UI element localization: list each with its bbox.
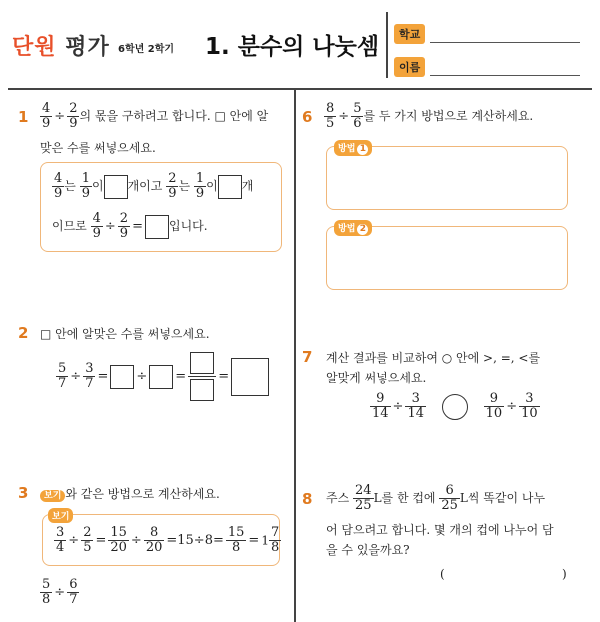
answer-paren-close: ) [562, 567, 567, 581]
example-label: 보기 [48, 508, 73, 523]
question-6-number: 6 [302, 108, 313, 126]
question-7-text: 계산 결과를 비교하여 ○ 안에 >, =, <를 [326, 351, 541, 365]
question-1-line-a: $\frac{4}{9}$ 는 $\frac{1}{9}$ 이 개이고 $\frac{2}{9}$ 는 $\frac{1}{9}$ 이 개 [54, 171, 254, 201]
school-field[interactable] [430, 42, 580, 43]
question-7-number: 7 [302, 348, 313, 366]
question-8-text: 주스 $\frac{24}{25}$ L를 한 컵에 $\frac{6}{25}$ L씩 똑같이 나누 [326, 483, 546, 513]
fraction: $\frac{2}{9}$ [69, 101, 78, 131]
unit-evaluation-title [12, 30, 110, 61]
answer-paren-open: ( [440, 567, 445, 581]
bogi-badge: 보기 [40, 490, 65, 502]
name-label: 이름 [394, 57, 425, 77]
question-2-text: □ 안에 알맞은 수를 써넣으세요. [40, 327, 210, 341]
school-label: 학교 [394, 24, 425, 44]
example-expression: $\frac{3}{4}$ ÷ $\frac{2}{5}$ = $\frac{15}{20}$ ÷ $\frac{8}{20}$ =15÷8= $\frac{15}{8}$ = 1 $\frac{7}{8}$ [56, 525, 280, 555]
question-3-problem: $\frac{5}{8}$ ÷ $\frac{6}{7}$ [42, 577, 78, 607]
answer-box[interactable] [231, 358, 269, 396]
comparison-circle[interactable] [442, 394, 468, 420]
header-rule [8, 88, 592, 90]
method-2-label: 방법 2 [334, 220, 372, 236]
question-2-number: 2 [18, 324, 29, 342]
question-1-number: 1 [18, 108, 29, 126]
answer-box[interactable] [104, 175, 128, 199]
unit-title: 1. 분수의 나눗셈 [205, 34, 380, 60]
question-1-text-line2: 맞은 수를 써넣으세요. [40, 141, 156, 155]
method-1-label: 방법 1 [334, 140, 372, 156]
answer-box[interactable] [190, 379, 214, 401]
answer-box[interactable] [149, 365, 173, 389]
question-6-text: $\frac{8}{5}$ ÷ $\frac{5}{6}$ 를 두 가지 방법으로 계산하세요. [326, 101, 534, 131]
title-word-2: 평가 [65, 35, 110, 60]
question-7-comparison: $\frac{9}{14}$ ÷ $\frac{3}{14}$ $\frac{9}{10}$ ÷ $\frac{3}{10}$ [372, 391, 538, 421]
answer-box[interactable] [110, 365, 134, 389]
answer-box[interactable] [218, 175, 242, 199]
answer-box[interactable] [190, 352, 214, 374]
title-word-1: 단원 [12, 35, 57, 60]
question-3-number: 3 [18, 484, 29, 502]
question-8-answer-field[interactable] [450, 566, 560, 582]
question-7-text-line2: 알맞게 써넣으세요. [326, 371, 427, 385]
answer-box[interactable] [145, 215, 169, 239]
question-8-text-line3: 을 수 있을까요? [326, 543, 410, 557]
question-2-expression: $\frac{5}{7}$ ÷ $\frac{3}{7}$ = ÷ = = [56, 352, 269, 401]
question-8-number: 8 [302, 490, 313, 508]
question-1-text: $\frac{4}{9}$ ÷ $\frac{2}{9}$ 의 몫을 구하려고 합니다. □ 안에 알 [42, 101, 269, 131]
column-divider [294, 90, 296, 622]
question-3-text: 보기 와 같은 방법으로 계산하세요. [40, 486, 220, 504]
fraction-answer [188, 352, 216, 401]
question-8-text-line2: 어 담으려고 합니다. 몇 개의 컵에 나누어 담 [326, 523, 554, 537]
grade-label: 6학년 2학기 [118, 44, 175, 55]
fraction: $\frac{4}{9}$ [42, 101, 51, 131]
name-field[interactable] [430, 75, 580, 76]
header-divider [386, 12, 388, 78]
question-1-line-b: 이므로 $\frac{4}{9}$ ÷ $\frac{2}{9}$ = 입니다. [52, 211, 208, 241]
